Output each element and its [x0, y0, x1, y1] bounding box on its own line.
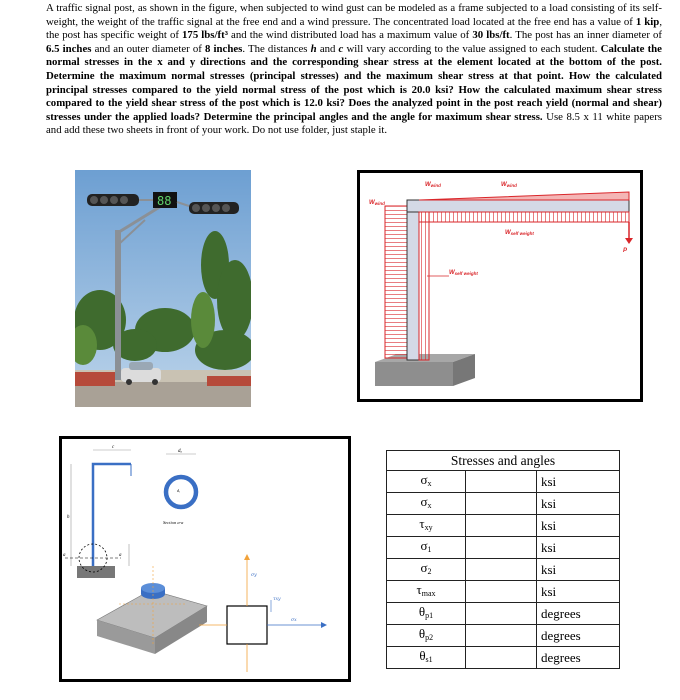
table-row	[387, 537, 620, 559]
table-row	[387, 493, 620, 515]
label-tau-xy: τxy	[273, 597, 281, 602]
label-self-weight-beam-sub: self weight	[510, 231, 534, 236]
answer-cell[interactable]	[466, 537, 537, 559]
symbol-subscript: x	[427, 501, 432, 510]
symbol-main: σ	[420, 494, 428, 509]
unit-cell: degrees	[537, 603, 620, 625]
problem-text-2: , the post has specific weight of	[46, 15, 663, 42]
inner-diameter-value: 6.5 inches	[46, 42, 92, 55]
stress-symbol	[387, 515, 466, 537]
svg-text:Wself weight	[505, 230, 534, 236]
unit-cell: ksi	[537, 493, 620, 515]
stresses-and-angles-table	[386, 450, 620, 669]
symbol-main: τ	[416, 582, 422, 597]
symbol-subscript: p1	[425, 611, 434, 620]
label-a-left: a	[63, 553, 66, 558]
label-do: dₒ	[178, 449, 182, 454]
symbol-subscript: max	[421, 589, 436, 598]
stress-symbol	[387, 493, 466, 515]
svg-text:88: 88	[157, 194, 172, 208]
label-wind-top-2-sub: wind	[506, 183, 517, 188]
table-row	[387, 515, 620, 537]
stress-symbol	[387, 603, 466, 625]
symbol-main: σ	[420, 538, 428, 553]
label-sigma-x: σx	[291, 618, 297, 623]
label-di: dᵢ	[177, 488, 180, 493]
symbol-subscript: p2	[425, 633, 434, 642]
symbol-subscript: 2	[427, 567, 432, 576]
section-caption: Section a-a	[163, 520, 184, 525]
label-sigma-y: σy	[251, 573, 257, 578]
symbol-subscript: 1	[427, 545, 432, 554]
label-wind-top-1-sub: wind	[430, 183, 441, 188]
label-wind-top-1: W	[425, 182, 431, 188]
symbol-main: θ	[419, 648, 426, 663]
symbol-subscript: xy	[424, 523, 433, 532]
table-row	[387, 581, 620, 603]
unit-cell: ksi	[537, 471, 620, 493]
problem-text-1: A traffic signal post, as shown in the figure, when subjected to wind gust can be modeled as a frame subjected to a load consisting of its self-weight, the weight of the traffic signal at the free end and a wind pressure. The concentrated load located at the free end has a value of	[46, 2, 662, 28]
traffic-signal-photo	[75, 170, 251, 407]
frame-load-diagram	[357, 170, 643, 402]
task-instructions: Calculate the normal stresses in the x and y directions and the corresponding shear stress at the element located at the bottom of the post. Determine the maximum normal stresses (principal stresses) and the maximum shear stress at that point. How the calculated principal stresses compared to the yield normal stress of the post which is 20.0 ksi? How the calculated maximum shear stress compared to the yield shear stress of the post which is 12.0 ksi? Does the analyzed point in the post reach yield (normal and shear) stresses under the applied loads? Determine the principal angles and the angle for maximum shear stress.	[46, 42, 662, 123]
table-row	[387, 603, 620, 625]
answer-cell[interactable]	[466, 581, 537, 603]
submission-instructions: Use 8.5 x 11 white papers and add these two sheets in front of your work. Do not use folder, just staple it.	[46, 110, 662, 137]
table-row	[387, 471, 620, 493]
answer-cell[interactable]	[466, 625, 537, 647]
label-wind-top-2: W	[501, 182, 507, 188]
label-load-p: P	[623, 248, 628, 254]
table-row	[387, 559, 620, 581]
stress-symbol	[387, 471, 466, 493]
label-wind-left: W	[369, 200, 375, 206]
problem-text-8: will vary according to the value assigned to each student.	[346, 42, 598, 55]
table-title: Stresses and angles	[387, 451, 620, 471]
problem-text-7: and	[319, 42, 336, 55]
problem-text-6: . The distances	[242, 42, 308, 55]
unit-cell: ksi	[537, 559, 620, 581]
answer-cell[interactable]	[466, 471, 537, 493]
stress-symbol	[387, 625, 466, 647]
label-self-weight-post: W	[449, 270, 455, 276]
outer-diameter-value: 8 inches	[205, 42, 243, 55]
label-a-right: a	[119, 553, 122, 558]
label-h: h	[67, 515, 70, 520]
section-diagram	[59, 436, 351, 682]
svg-text:Wwind	[369, 200, 385, 206]
symbol-main: σ	[420, 472, 428, 487]
specific-weight-value: 175 lbs/ft³	[182, 29, 228, 42]
load-value: 1 kip	[635, 15, 660, 28]
answer-cell[interactable]	[466, 515, 537, 537]
symbol-subscript: x	[427, 479, 432, 488]
stress-symbol	[387, 537, 466, 559]
table-row	[387, 625, 620, 647]
problem-text-3: and the wind distributed load has a maximum value of	[231, 29, 470, 42]
problem-statement	[46, 2, 662, 138]
table-row	[387, 647, 620, 669]
stress-symbol	[387, 581, 466, 603]
symbol-main: τ	[419, 516, 425, 531]
answer-cell[interactable]	[466, 559, 537, 581]
unit-cell: ksi	[537, 537, 620, 559]
svg-text:Wwind	[425, 182, 441, 188]
symbol-main: θ	[418, 604, 426, 619]
symbol-main: θ	[418, 626, 426, 641]
stress-symbol	[387, 647, 466, 669]
label-self-weight-post-sub: self weight	[454, 271, 478, 276]
unit-cell: degrees	[537, 625, 620, 647]
unit-cell: ksi	[537, 581, 620, 603]
distance-c: c	[338, 42, 344, 55]
symbol-subscript: s1	[425, 655, 433, 664]
problem-text-5: and an outer diameter of	[94, 42, 202, 55]
svg-text:Wwind	[501, 182, 517, 188]
unit-cell: ksi	[537, 515, 620, 537]
label-c-top: c	[112, 445, 115, 450]
svg-text:Wself weight	[449, 270, 478, 276]
wind-load-value: 30 lbs/ft	[472, 29, 510, 42]
label-self-weight-beam: W	[505, 230, 511, 236]
symbol-main: σ	[420, 560, 428, 575]
answer-cell[interactable]	[466, 647, 537, 669]
answer-cell[interactable]	[466, 603, 537, 625]
label-wind-left-sub: wind	[374, 201, 385, 206]
problem-text-4: . The post has an inner diameter of	[509, 29, 663, 42]
distance-h: h	[310, 42, 317, 55]
unit-cell: degrees	[537, 647, 620, 669]
answer-cell[interactable]	[466, 493, 537, 515]
stress-symbol	[387, 559, 466, 581]
